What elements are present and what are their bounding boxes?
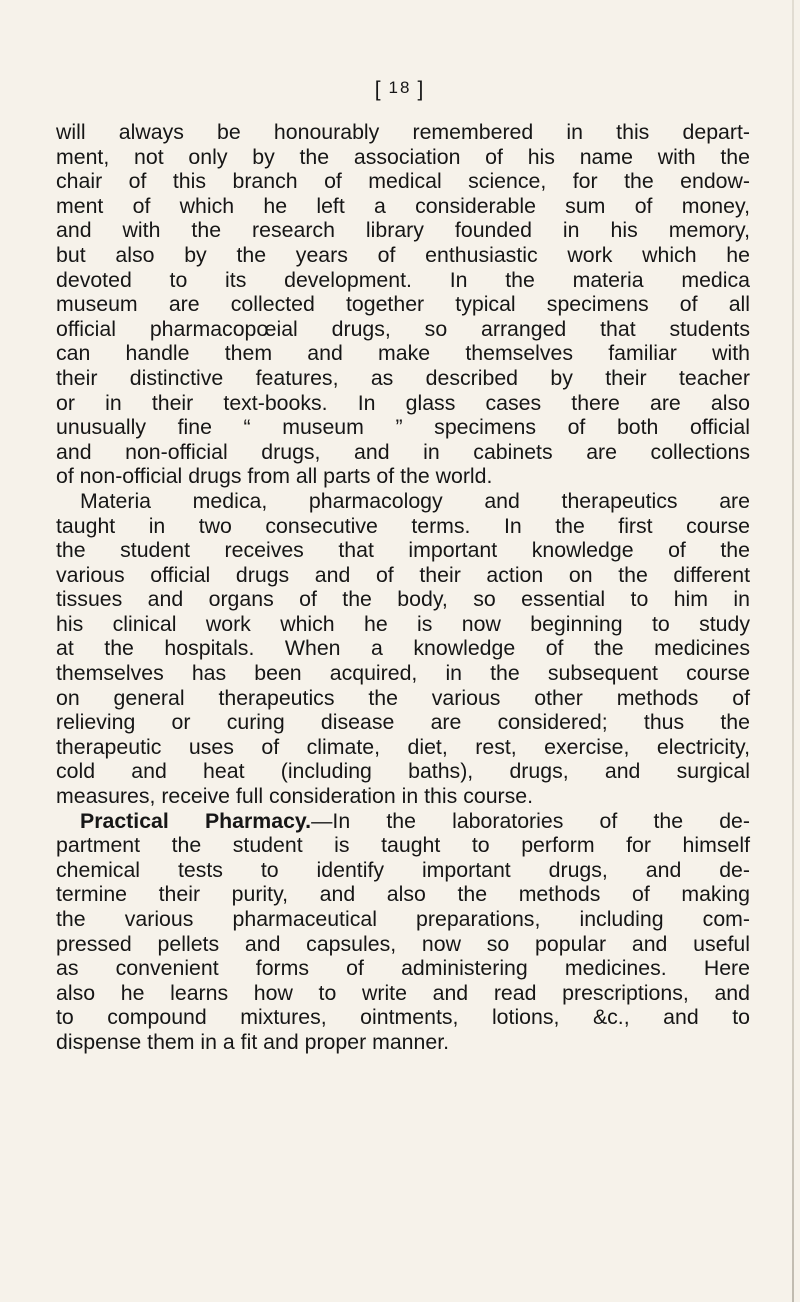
text-line: therapeutic uses of climate, diet, rest, exercise, electricity,: [56, 734, 750, 759]
text-line: their distinctive features, as described by their teacher: [56, 365, 750, 390]
page-number: [0, 78, 800, 102]
text-line: chair of this branch of medical science, for the endow-: [56, 169, 750, 194]
text-line: taught in two consecutive terms. In the first course: [56, 513, 750, 538]
page-edge-shadow: [792, 0, 794, 1302]
text-line: pressed pellets and capsules, now so popular and useful: [56, 931, 750, 956]
bracket-open: [: [374, 78, 383, 101]
text-line: on general therapeutics the various other methods of: [56, 685, 750, 710]
practical-pharmacy-line: [56, 809, 750, 834]
text-line: ment of which he left a considerable sum of money,: [56, 193, 750, 218]
text-line: of non-official drugs from all parts of the world.: [56, 464, 493, 489]
text-line: measures, receive full consideration in this course.: [56, 784, 534, 809]
text-line: official pharmacopœial drugs, so arranged that students: [56, 316, 750, 341]
body-text: [56, 120, 750, 1055]
text-line: and non-official drugs, and in cabinets are collections: [56, 439, 750, 464]
text-line: at the hospitals. When a knowledge of the medicines: [56, 636, 750, 661]
text-line: or in their text-books. In glass cases there are also: [56, 390, 750, 415]
text-line: also he learns how to write and read prescriptions, and: [56, 980, 750, 1005]
text-line: can handle them and make themselves familiar with: [56, 341, 750, 366]
text-line: cold and heat (including baths), drugs, and surgical: [56, 759, 750, 784]
text-line: the various pharmaceutical preparations, including com-: [56, 907, 750, 931]
text-line: devoted to its development. In the materia medica: [56, 267, 750, 292]
section-heading-continuation: —In the laboratories of the de-: [311, 808, 750, 833]
bracket-close: ]: [417, 78, 426, 101]
text-line: to compound mixtures, ointments, lotions, &c., and to: [56, 1005, 750, 1030]
text-line: will always be honourably remembered in this depart-: [56, 120, 750, 144]
text-line: the student receives that important knowledge of the: [56, 538, 750, 563]
text-line: various official drugs and of their action on the different: [56, 562, 750, 587]
text-line: chemical tests to identify important drugs, and de-: [56, 857, 750, 882]
text-line: dispense them in a fit and proper manner.: [56, 1029, 450, 1054]
text-line: unusually fine “ museum ” specimens of both official: [56, 415, 750, 440]
page-number-value: 18: [388, 78, 412, 97]
text-line: ment, not only by the association of his name with the: [56, 144, 750, 169]
text-line: and with the research library founded in his memory,: [56, 218, 750, 243]
text-line: Materia medica, pharmacology and therapeutics are: [80, 488, 750, 513]
text-line: but also by the years of enthusiastic work which he: [56, 242, 750, 267]
section-heading: Practical Pharmacy.: [80, 808, 312, 833]
text-line: relieving or curing disease are considered; thus the: [56, 710, 750, 735]
text-line: as convenient forms of administering medicines. Here: [56, 956, 750, 981]
text-line: museum are collected together typical specimens of all: [56, 292, 750, 317]
text-line: tissues and organs of the body, so essential to him in: [56, 587, 750, 612]
text-line: his clinical work which he is now beginning to study: [56, 611, 750, 636]
text-line: themselves has been acquired, in the subsequent course: [56, 661, 750, 686]
text-line: partment the student is taught to perform for himself: [56, 833, 750, 858]
text-line: termine their purity, and also the methods of making: [56, 882, 750, 907]
